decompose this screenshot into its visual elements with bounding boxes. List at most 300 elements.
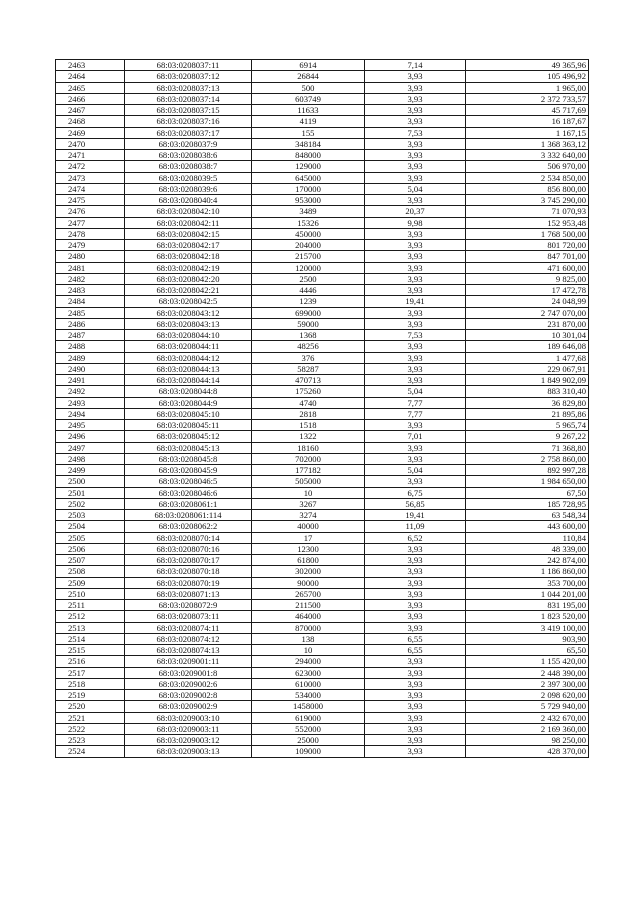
rate-cell: 3,93 (365, 285, 466, 296)
row-number-cell: 2511 (56, 600, 125, 611)
rate-cell: 3,93 (365, 251, 466, 262)
rate-cell: 3,93 (365, 172, 466, 183)
cadastral-number-cell: 68:03:0209003:10 (125, 712, 252, 723)
row-number-cell: 2503 (56, 510, 125, 521)
table-row (56, 690, 589, 701)
rate-cell: 3,93 (365, 611, 466, 622)
rate-cell: 6,75 (365, 487, 466, 498)
row-number-cell: 2504 (56, 521, 125, 532)
rate-cell: 3,93 (365, 746, 466, 757)
row-number-cell: 2521 (56, 712, 125, 723)
area-cell: 155 (252, 127, 365, 138)
value-cell: 2 372 733,57 (466, 93, 589, 104)
cadastral-number-cell: 68:03:0208042:5 (125, 296, 252, 307)
rate-cell: 3,93 (365, 566, 466, 577)
cadastral-number-cell: 68:03:0209003:12 (125, 735, 252, 746)
cadastral-number-cell: 68:03:0208045:8 (125, 453, 252, 464)
table-row (56, 476, 589, 487)
area-cell: 1458000 (252, 701, 365, 712)
cadastral-value-table (55, 59, 589, 758)
table-row (56, 566, 589, 577)
rate-cell: 5,04 (365, 386, 466, 397)
rate-cell: 3,93 (365, 622, 466, 633)
rate-cell: 3,93 (365, 723, 466, 734)
area-cell: 120000 (252, 262, 365, 273)
row-number-cell: 2523 (56, 735, 125, 746)
value-cell: 801 720,00 (466, 240, 589, 251)
rate-cell: 6,55 (365, 633, 466, 644)
area-cell: 15326 (252, 217, 365, 228)
area-cell: 534000 (252, 690, 365, 701)
row-number-cell: 2501 (56, 487, 125, 498)
area-cell: 17 (252, 532, 365, 543)
rate-cell: 3,93 (365, 656, 466, 667)
area-cell: 10 (252, 645, 365, 656)
cadastral-number-cell: 68:03:0208038:7 (125, 161, 252, 172)
rate-cell: 3,93 (365, 116, 466, 127)
table-row (56, 543, 589, 554)
rate-cell: 7,01 (365, 431, 466, 442)
table-row (56, 577, 589, 588)
cadastral-number-cell: 68:03:0208073:11 (125, 611, 252, 622)
area-cell: 702000 (252, 453, 365, 464)
table-row (56, 183, 589, 194)
cadastral-number-cell: 68:03:0208045:13 (125, 442, 252, 453)
rate-cell: 7,77 (365, 397, 466, 408)
table-row (56, 667, 589, 678)
table-row (56, 93, 589, 104)
row-number-cell: 2486 (56, 318, 125, 329)
cadastral-number-cell: 68:03:0208042:15 (125, 228, 252, 239)
cadastral-number-cell: 68:03:0209002:9 (125, 701, 252, 712)
value-cell: 471 600,00 (466, 262, 589, 273)
area-cell: 1368 (252, 330, 365, 341)
cadastral-number-cell: 68:03:0208042:21 (125, 285, 252, 296)
value-cell: 1 155 420,00 (466, 656, 589, 667)
value-cell: 63 548,34 (466, 510, 589, 521)
cadastral-number-cell: 68:03:0208044:10 (125, 330, 252, 341)
cadastral-number-cell: 68:03:0209001:11 (125, 656, 252, 667)
rate-cell: 3,93 (365, 420, 466, 431)
area-cell: 129000 (252, 161, 365, 172)
area-cell: 40000 (252, 521, 365, 532)
value-cell: 3 332 640,00 (466, 150, 589, 161)
cadastral-number-cell: 68:03:0208045:9 (125, 465, 252, 476)
table-row (56, 701, 589, 712)
row-number-cell: 2502 (56, 498, 125, 509)
row-number-cell: 2479 (56, 240, 125, 251)
row-number-cell: 2483 (56, 285, 125, 296)
cadastral-number-cell: 68:03:0208043:12 (125, 307, 252, 318)
area-cell: 2500 (252, 273, 365, 284)
row-number-cell: 2477 (56, 217, 125, 228)
cadastral-number-cell: 68:03:0208061:1 (125, 498, 252, 509)
cadastral-number-cell: 68:03:0208044:14 (125, 375, 252, 386)
row-number-cell: 2478 (56, 228, 125, 239)
value-cell: 3 419 100,00 (466, 622, 589, 633)
value-cell: 105 496,92 (466, 71, 589, 82)
cadastral-number-cell: 68:03:0209002:8 (125, 690, 252, 701)
row-number-cell: 2505 (56, 532, 125, 543)
rate-cell: 6,52 (365, 532, 466, 543)
row-number-cell: 2514 (56, 633, 125, 644)
table-row (56, 420, 589, 431)
table-row (56, 116, 589, 127)
value-cell: 5 965,74 (466, 420, 589, 431)
area-cell: 302000 (252, 566, 365, 577)
value-cell: 428 370,00 (466, 746, 589, 757)
row-number-cell: 2464 (56, 71, 125, 82)
value-cell: 1 167,15 (466, 127, 589, 138)
area-cell: 699000 (252, 307, 365, 318)
area-cell: 505000 (252, 476, 365, 487)
table-row (56, 363, 589, 374)
table-row (56, 521, 589, 532)
row-number-cell: 2474 (56, 183, 125, 194)
row-number-cell: 2509 (56, 577, 125, 588)
area-cell: 265700 (252, 588, 365, 599)
rate-cell: 3,93 (365, 82, 466, 93)
rate-cell: 3,93 (365, 712, 466, 723)
rate-cell: 3,93 (365, 476, 466, 487)
rate-cell: 3,93 (365, 307, 466, 318)
table-row (56, 352, 589, 363)
value-cell: 152 953,48 (466, 217, 589, 228)
table-row (56, 161, 589, 172)
table-row (56, 600, 589, 611)
table-row (56, 296, 589, 307)
rate-cell: 3,93 (365, 363, 466, 374)
cadastral-number-cell: 68:03:0208038:6 (125, 150, 252, 161)
cadastral-number-cell: 68:03:0209003:11 (125, 723, 252, 734)
value-cell: 1 186 860,00 (466, 566, 589, 577)
row-number-cell: 2481 (56, 262, 125, 273)
cadastral-number-cell: 68:03:0208039:6 (125, 183, 252, 194)
rate-cell: 56,85 (365, 498, 466, 509)
rate-cell: 7,53 (365, 330, 466, 341)
table-row (56, 487, 589, 498)
table-row (56, 330, 589, 341)
table-row (56, 172, 589, 183)
cadastral-number-cell: 68:03:0208074:11 (125, 622, 252, 633)
rate-cell: 7,77 (365, 408, 466, 419)
row-number-cell: 2482 (56, 273, 125, 284)
value-cell: 831 195,00 (466, 600, 589, 611)
value-cell: 353 700,00 (466, 577, 589, 588)
row-number-cell: 2472 (56, 161, 125, 172)
area-cell: 4740 (252, 397, 365, 408)
value-cell: 67,50 (466, 487, 589, 498)
area-cell: 211500 (252, 600, 365, 611)
table-row (56, 228, 589, 239)
value-cell: 1 984 650,00 (466, 476, 589, 487)
rate-cell: 3,93 (365, 667, 466, 678)
table-row (56, 633, 589, 644)
table-row (56, 262, 589, 273)
value-cell: 5 729 940,00 (466, 701, 589, 712)
value-cell: 2 169 360,00 (466, 723, 589, 734)
cadastral-number-cell: 68:03:0209002:6 (125, 678, 252, 689)
table-row (56, 397, 589, 408)
area-cell: 4119 (252, 116, 365, 127)
row-number-cell: 2498 (56, 453, 125, 464)
area-cell: 58287 (252, 363, 365, 374)
value-cell: 2 758 860,00 (466, 453, 589, 464)
table-row (56, 375, 589, 386)
value-cell: 903,90 (466, 633, 589, 644)
cadastral-number-cell: 68:03:0208044:8 (125, 386, 252, 397)
value-cell: 2 098 620,00 (466, 690, 589, 701)
row-number-cell: 2473 (56, 172, 125, 183)
rate-cell: 3,93 (365, 105, 466, 116)
area-cell: 61800 (252, 555, 365, 566)
area-cell: 59000 (252, 318, 365, 329)
value-cell: 1 768 500,00 (466, 228, 589, 239)
cadastral-number-cell: 68:03:0208044:11 (125, 341, 252, 352)
area-cell: 623000 (252, 667, 365, 678)
cadastral-number-cell: 68:03:0208037:14 (125, 93, 252, 104)
cadastral-number-cell: 68:03:0208037:17 (125, 127, 252, 138)
cadastral-number-cell: 68:03:0208046:6 (125, 487, 252, 498)
rate-cell: 3,93 (365, 228, 466, 239)
cadastral-number-cell: 68:03:0208070:19 (125, 577, 252, 588)
value-cell: 21 895,86 (466, 408, 589, 419)
row-number-cell: 2469 (56, 127, 125, 138)
rate-cell: 3,93 (365, 375, 466, 386)
rate-cell: 3,93 (365, 161, 466, 172)
value-cell: 1 368 363,12 (466, 138, 589, 149)
cadastral-number-cell: 68:03:0208037:13 (125, 82, 252, 93)
rate-cell: 3,93 (365, 735, 466, 746)
table-row (56, 465, 589, 476)
table-row (56, 746, 589, 757)
value-cell: 65,50 (466, 645, 589, 656)
rate-cell: 3,93 (365, 588, 466, 599)
rate-cell: 3,93 (365, 93, 466, 104)
area-cell: 138 (252, 633, 365, 644)
rate-cell: 3,93 (365, 453, 466, 464)
area-cell: 3274 (252, 510, 365, 521)
area-cell: 18160 (252, 442, 365, 453)
area-cell: 500 (252, 82, 365, 93)
rate-cell: 3,93 (365, 195, 466, 206)
row-number-cell: 2506 (56, 543, 125, 554)
table-row (56, 678, 589, 689)
row-number-cell: 2467 (56, 105, 125, 116)
rate-cell: 19,41 (365, 510, 466, 521)
row-number-cell: 2492 (56, 386, 125, 397)
rate-cell: 19,41 (365, 296, 466, 307)
area-cell: 470713 (252, 375, 365, 386)
area-cell: 450000 (252, 228, 365, 239)
row-number-cell: 2489 (56, 352, 125, 363)
area-cell: 610000 (252, 678, 365, 689)
row-number-cell: 2494 (56, 408, 125, 419)
cadastral-number-cell: 68:03:0208062:2 (125, 521, 252, 532)
area-cell: 2818 (252, 408, 365, 419)
rate-cell: 3,93 (365, 262, 466, 273)
rate-cell: 11,09 (365, 521, 466, 532)
value-cell: 847 701,00 (466, 251, 589, 262)
rate-cell: 3,93 (365, 138, 466, 149)
row-number-cell: 2497 (56, 442, 125, 453)
table-row (56, 127, 589, 138)
value-cell: 2 432 670,00 (466, 712, 589, 723)
area-cell: 175260 (252, 386, 365, 397)
cadastral-number-cell: 68:03:0208042:19 (125, 262, 252, 273)
value-cell: 443 600,00 (466, 521, 589, 532)
cadastral-number-cell: 68:03:0208071:13 (125, 588, 252, 599)
row-number-cell: 2465 (56, 82, 125, 93)
area-cell: 170000 (252, 183, 365, 194)
rate-cell: 3,93 (365, 442, 466, 453)
area-cell: 25000 (252, 735, 365, 746)
rate-cell: 3,93 (365, 543, 466, 554)
cadastral-number-cell: 68:03:0208042:20 (125, 273, 252, 284)
value-cell: 1 044 201,00 (466, 588, 589, 599)
table-row (56, 735, 589, 746)
row-number-cell: 2470 (56, 138, 125, 149)
table-row (56, 71, 589, 82)
table-row (56, 60, 589, 71)
value-cell: 9 825,00 (466, 273, 589, 284)
area-cell: 48256 (252, 341, 365, 352)
cadastral-number-cell: 68:03:0208037:11 (125, 60, 252, 71)
cadastral-number-cell: 68:03:0209003:13 (125, 746, 252, 757)
row-number-cell: 2519 (56, 690, 125, 701)
area-cell: 848000 (252, 150, 365, 161)
cadastral-number-cell: 68:03:0208040:4 (125, 195, 252, 206)
cadastral-number-cell: 68:03:0208042:18 (125, 251, 252, 262)
cadastral-number-cell: 68:03:0208037:15 (125, 105, 252, 116)
value-cell: 229 067,91 (466, 363, 589, 374)
value-cell: 17 472,78 (466, 285, 589, 296)
area-cell: 619000 (252, 712, 365, 723)
row-number-cell: 2468 (56, 116, 125, 127)
value-cell: 110,84 (466, 532, 589, 543)
rate-cell: 3,93 (365, 71, 466, 82)
area-cell: 26844 (252, 71, 365, 82)
row-number-cell: 2496 (56, 431, 125, 442)
cadastral-number-cell: 68:03:0208042:10 (125, 206, 252, 217)
value-cell: 185 728,95 (466, 498, 589, 509)
value-cell: 2 397 300,00 (466, 678, 589, 689)
area-cell: 10 (252, 487, 365, 498)
table-row (56, 611, 589, 622)
rate-cell: 3,93 (365, 150, 466, 161)
table-row (56, 206, 589, 217)
table-row (56, 251, 589, 262)
cadastral-number-cell: 68:03:0208045:12 (125, 431, 252, 442)
table-row (56, 138, 589, 149)
area-cell: 464000 (252, 611, 365, 622)
cadastral-number-cell: 68:03:0208070:18 (125, 566, 252, 577)
value-cell: 36 829,80 (466, 397, 589, 408)
table-row (56, 273, 589, 284)
rate-cell: 3,93 (365, 600, 466, 611)
row-number-cell: 2485 (56, 307, 125, 318)
rate-cell: 9,98 (365, 217, 466, 228)
row-number-cell: 2510 (56, 588, 125, 599)
area-cell: 348184 (252, 138, 365, 149)
table-row (56, 431, 589, 442)
value-cell: 883 310,40 (466, 386, 589, 397)
cadastral-number-cell: 68:03:0208046:5 (125, 476, 252, 487)
table-row (56, 656, 589, 667)
rate-cell: 5,04 (365, 183, 466, 194)
rate-cell: 3,93 (365, 341, 466, 352)
row-number-cell: 2516 (56, 656, 125, 667)
rate-cell: 3,93 (365, 555, 466, 566)
rate-cell: 3,93 (365, 701, 466, 712)
rate-cell: 3,93 (365, 690, 466, 701)
table-row (56, 318, 589, 329)
table-row (56, 285, 589, 296)
rate-cell: 7,53 (365, 127, 466, 138)
row-number-cell: 2508 (56, 566, 125, 577)
table-row (56, 307, 589, 318)
table-row (56, 408, 589, 419)
area-cell: 204000 (252, 240, 365, 251)
rate-cell: 5,04 (365, 465, 466, 476)
value-cell: 892 997,28 (466, 465, 589, 476)
row-number-cell: 2471 (56, 150, 125, 161)
value-cell: 24 048,99 (466, 296, 589, 307)
cadastral-number-cell: 68:03:0208074:13 (125, 645, 252, 656)
value-cell: 9 267,22 (466, 431, 589, 442)
cadastral-number-cell: 68:03:0208044:9 (125, 397, 252, 408)
area-cell: 90000 (252, 577, 365, 588)
area-cell: 6914 (252, 60, 365, 71)
table-row (56, 453, 589, 464)
table-row (56, 555, 589, 566)
table-row (56, 532, 589, 543)
cadastral-number-cell: 68:03:0208037:12 (125, 71, 252, 82)
table-row (56, 723, 589, 734)
table-row (56, 712, 589, 723)
cadastral-number-cell: 68:03:0208070:17 (125, 555, 252, 566)
table-row (56, 150, 589, 161)
cadastral-number-cell: 68:03:0208072:9 (125, 600, 252, 611)
area-cell: 376 (252, 352, 365, 363)
table-row (56, 442, 589, 453)
value-cell: 10 301,04 (466, 330, 589, 341)
cadastral-number-cell: 68:03:0208070:14 (125, 532, 252, 543)
row-number-cell: 2518 (56, 678, 125, 689)
rate-cell: 6,55 (365, 645, 466, 656)
area-cell: 4446 (252, 285, 365, 296)
rate-cell: 3,93 (365, 577, 466, 588)
value-cell: 231 870,00 (466, 318, 589, 329)
row-number-cell: 2476 (56, 206, 125, 217)
table-row (56, 217, 589, 228)
rate-cell: 20,37 (365, 206, 466, 217)
area-cell: 870000 (252, 622, 365, 633)
row-number-cell: 2495 (56, 420, 125, 431)
cadastral-number-cell: 68:03:0208070:16 (125, 543, 252, 554)
cadastral-number-cell: 68:03:0208039:5 (125, 172, 252, 183)
table-row (56, 195, 589, 206)
rate-cell: 7,14 (365, 60, 466, 71)
value-cell: 2 448 390,00 (466, 667, 589, 678)
value-cell: 1 965,00 (466, 82, 589, 93)
area-cell: 109000 (252, 746, 365, 757)
row-number-cell: 2475 (56, 195, 125, 206)
value-cell: 71 070,93 (466, 206, 589, 217)
table-row (56, 622, 589, 633)
cadastral-number-cell: 68:03:0208037:16 (125, 116, 252, 127)
area-cell: 1518 (252, 420, 365, 431)
